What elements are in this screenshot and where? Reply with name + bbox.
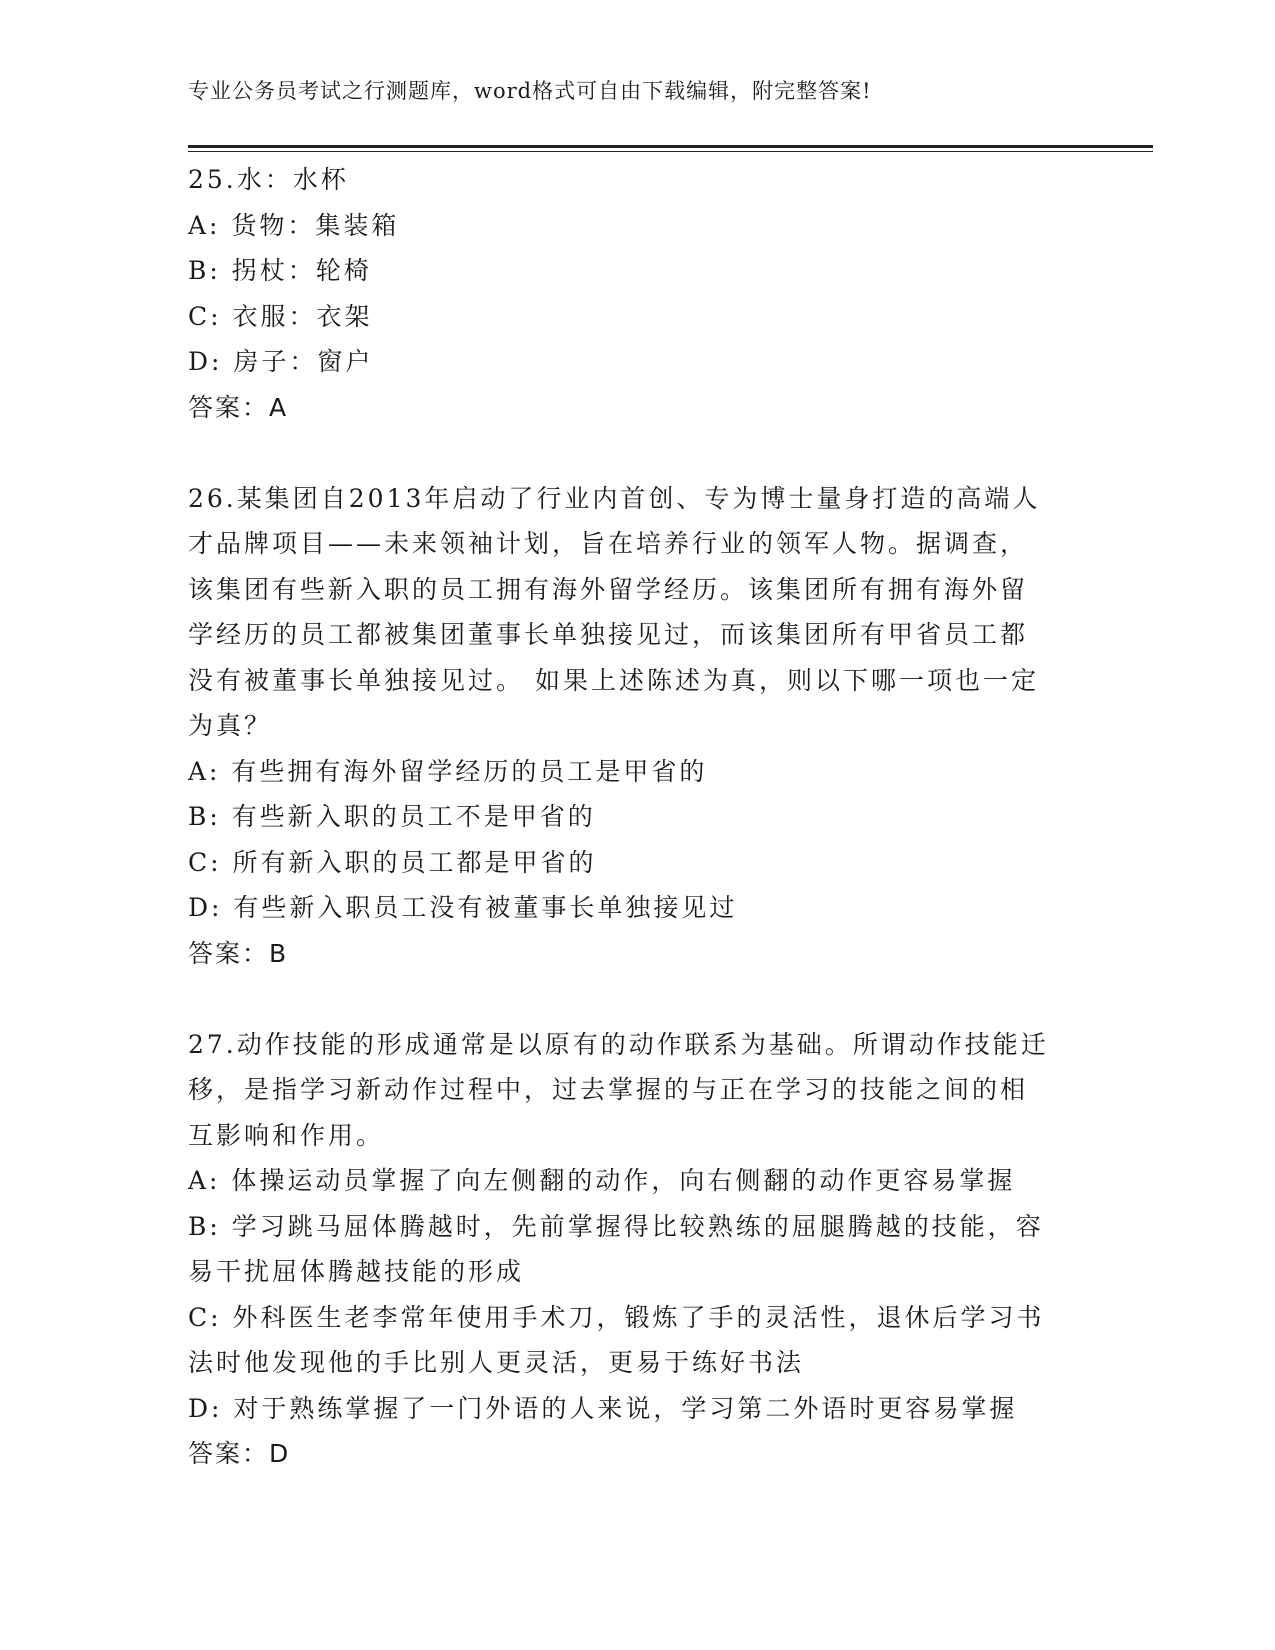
header-rule-thin <box>188 151 1153 152</box>
question-stem <box>188 157 1088 203</box>
answer-option-line: D: 有些新入职员工没有被董事长单独接见过 <box>188 893 738 922</box>
answer-option <box>188 794 1088 840</box>
question-stem-line: 没有被董事长单独接见过。 如果上述陈述为真，则以下哪一项也一定 <box>188 665 1039 695</box>
question-block <box>188 157 1088 430</box>
question-list <box>188 157 1088 1477</box>
answer-key: 答案：D <box>188 1439 291 1468</box>
answer-key: 答案：A <box>188 392 289 422</box>
answer-option-line: A: 体操运动员掌握了向左侧翻的动作，向右侧翻的动作更容易掌握 <box>188 1166 1016 1195</box>
question-stem-line: 该集团有些新入职的员工拥有海外留学经历。该集团所有拥有海外留 <box>188 574 1029 604</box>
answer-option-line: C: 外科医生老李常年使用手术刀，锻炼了手的灵活性，退休后学习书 <box>188 1302 1045 1332</box>
answer-option <box>188 339 1088 385</box>
answer-option-line: D: 房子：窗户 <box>188 347 374 376</box>
answer-option-line: B: 有些新入职的员工不是甲省的 <box>188 802 596 831</box>
question-stem-line: 互影响和作用。 <box>188 1120 385 1150</box>
answer-option-line: A: 货物：集装箱 <box>188 210 400 240</box>
answer-option <box>188 248 1088 294</box>
answer-option-line: C: 衣服：衣架 <box>188 301 373 331</box>
answer-option-line: C: 所有新入职的员工都是甲省的 <box>188 847 597 877</box>
answer-option <box>188 1204 1088 1295</box>
question-block <box>188 1022 1088 1477</box>
question-block <box>188 476 1088 977</box>
answer-option <box>188 294 1088 340</box>
answer-option <box>188 1158 1088 1204</box>
answer-option-line: B: 拐杖：轮椅 <box>188 256 372 285</box>
page-header: 专业公务员考试之行测题库，word格式可自由下载编辑，附完整答案! <box>188 79 872 103</box>
answer-key: 答案：B <box>188 938 289 968</box>
question-stem-line: 学经历的员工都被集团董事长单独接见过，而该集团所有甲省员工都 <box>188 620 1029 649</box>
answer-option <box>188 1295 1088 1386</box>
question-spacer <box>188 976 1088 1022</box>
question-spacer <box>188 430 1088 476</box>
answer-option-line: B: 学习跳马屈体腾越时，先前掌握得比较熟练的屈腿腾越的技能，容 <box>188 1211 1044 1241</box>
question-stem-line: 26.某集团自2013年启动了行业内首创、专为博士量身打造的高端人 <box>188 483 1041 513</box>
answer-option-line: D: 对于熟练掌握了一门外语的人来说，学习第二外语时更容易掌握 <box>188 1393 1018 1423</box>
question-stem-line: 25.水：水杯 <box>188 165 349 194</box>
header-rule-thick <box>188 145 1153 148</box>
answer-option-line: 易干扰屈体腾越技能的形成 <box>188 1257 525 1286</box>
question-stem-line: 移，是指学习新动作过程中，过去掌握的与正在学习的技能之间的相 <box>188 1075 1029 1104</box>
question-stem <box>188 1022 1088 1159</box>
question-stem-line: 为真？ <box>188 711 273 740</box>
answer-option-line: 法时他发现他的手比别人更灵活，更易于练好书法 <box>188 1348 805 1377</box>
answer-option <box>188 1386 1088 1432</box>
answer-option <box>188 203 1088 249</box>
answer-option <box>188 885 1088 931</box>
answer-option <box>188 840 1088 886</box>
question-stem-line: 才品牌项目——未来领袖计划，旨在培养行业的领军人物。据调查， <box>188 529 1029 558</box>
answer-option <box>188 749 1088 795</box>
question-stem <box>188 476 1088 749</box>
question-stem-line: 27.动作技能的形成通常是以原有的动作联系为基础。所谓动作技能迁 <box>188 1029 1049 1059</box>
answer-option-line: A: 有些拥有海外留学经历的员工是甲省的 <box>188 756 708 786</box>
